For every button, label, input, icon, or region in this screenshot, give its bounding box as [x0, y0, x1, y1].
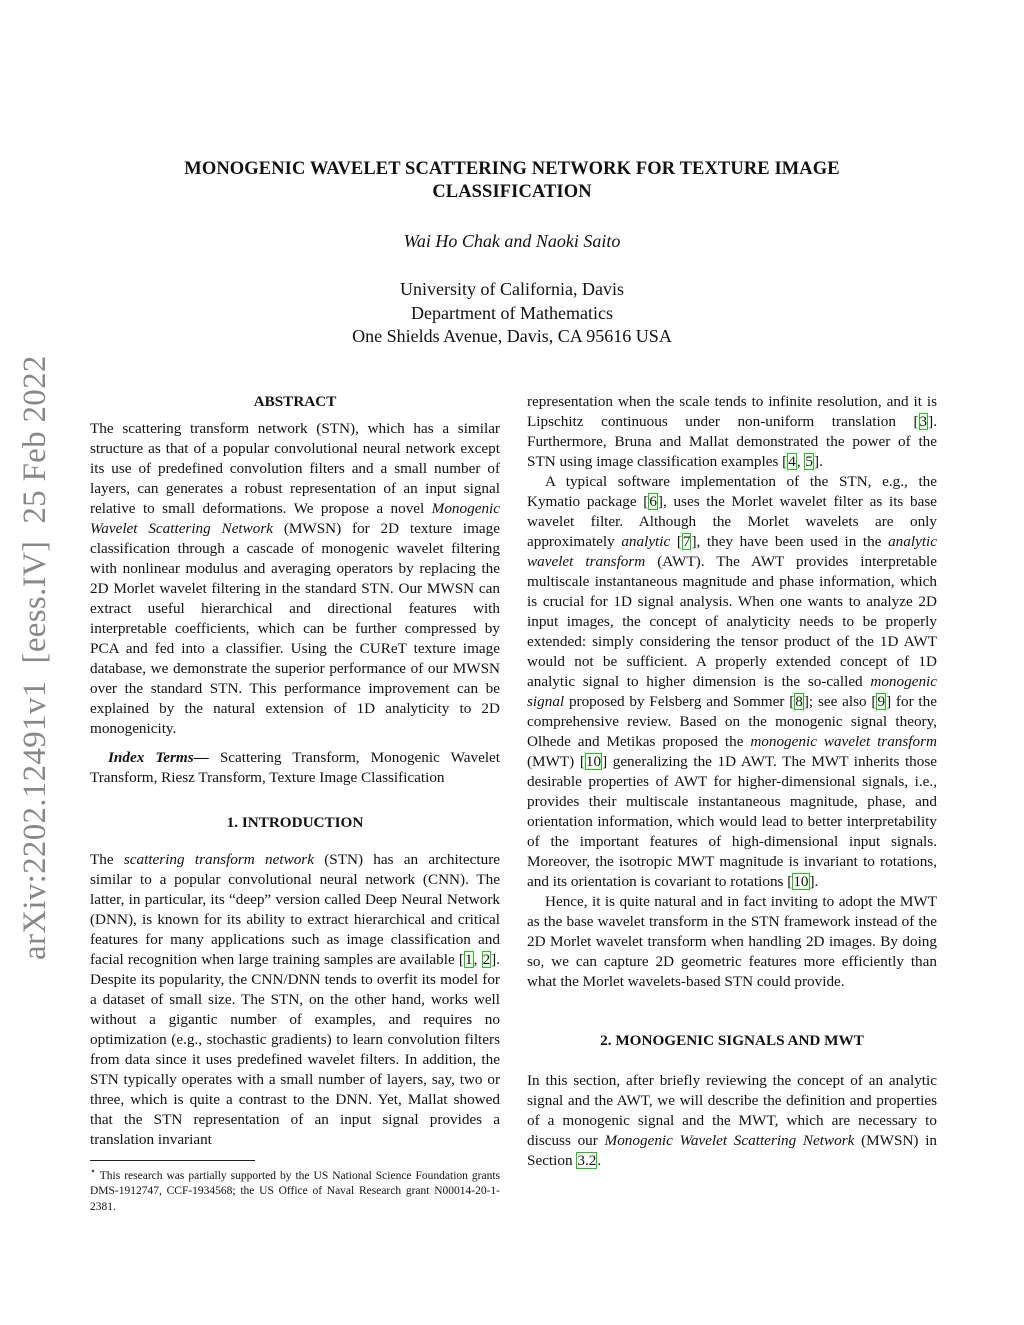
- r1-text-d: ].: [814, 453, 823, 470]
- affiliation-department: Department of Mathematics: [411, 302, 613, 323]
- abstract-heading: ABSTRACT: [253, 393, 337, 410]
- affiliation-block: [0, 278, 1024, 349]
- right-paragraph-3: Hence, it is quite natural and in fact inviting to adopt the MWT as the base wavelet transform in the STN framework instead of the 2D Morlet wavelet transform when handling 2D images. By doing so, we can capture 2D geometric features more efficiently than what the Morlet wavelets-based STN could provide.: [527, 893, 937, 990]
- title-line-1: MONOGENIC WAVELET SCATTERING NETWORK FOR TEXTURE IMAGE: [184, 159, 840, 179]
- intro-text-d: ]. Despite its popularity, the CNN/DNN tends to overfit its model for a dataset of small size. The STN, on the other hand, works well without a gigantic number of examples, and requires no optimization (e.g., stochastic gradients) to learn convolution filters from data since it uses predefined wavelet filters. In addition, the STN typically operates with a small number of layers, say, two or three, which is quite a contrast to the DNN. Yet, Mallat showed that the STN representation of an input signal provides a translation invariant: [90, 951, 501, 1148]
- citation-link[interactable]: 3: [919, 413, 928, 430]
- r2-emphasis-3: monogenic signal: [527, 673, 937, 710]
- index-terms-text: Scattering Transform, Monogenic Wavelet Transform, Riesz Transform, Texture Image Classification: [90, 749, 500, 786]
- r2-text-a: A typical software implementation of the STN, e.g., the Kymatio package [: [527, 473, 937, 510]
- intro-paragraph: [90, 850, 500, 1150]
- intro-emphasis: scattering transform network: [123, 851, 314, 868]
- footnote-rule: [90, 1160, 255, 1161]
- r2-text-d: ], they have been used in the: [691, 533, 889, 550]
- abstract-text-1: The scattering transform network (STN), which has a similar structure as that of a popular convolutional neural network except its use of predefined convolution filters and a small number of layers, can generates a robust representation of an input signal relative to small deformations. We propose a novel: [90, 420, 500, 517]
- r2-text-f: proposed by Felsberg and Sommer [: [564, 693, 795, 710]
- citation-link[interactable]: 10: [793, 873, 809, 890]
- author-names: Wai Ho Chak and Naoki Saito: [403, 231, 621, 251]
- left-column: [90, 392, 500, 1150]
- footnote-mark: ⋆: [90, 1166, 96, 1177]
- abstract-text-2: (MWSN) for 2D texture image classification through a cascade of monogenic wavelet filtering with nonlinear modulus and averaging operators by replacing the 2D Morlet wavelet filtering in the standard STN. Our MWSN can extract useful hierarchical and directional features with interpretable coefficients, which can be further compressed by PCA and fed into a classifier. Using the CUReT texture image database, we demonstrate the superior performance of our MWSN over the standard STN. This performance improvement can be explained by the natural extension of 1D analyticity to 2D monogenicity.: [90, 520, 500, 737]
- r1-text-c: ,: [796, 453, 805, 470]
- citation-link[interactable]: 7: [682, 533, 691, 550]
- section-ref-link[interactable]: 3.2: [577, 1152, 597, 1169]
- r1-text-b: ]. Furthermore, Bruna and Mallat demonstrated the power of the STN using image classification examples [: [527, 413, 937, 470]
- citation-link[interactable]: 4: [788, 453, 796, 470]
- affiliation-university: University of California, Davis: [400, 279, 624, 299]
- s2-text-b: (MWSN) in Section: [527, 1132, 938, 1169]
- affiliation-address: One Shields Avenue, Davis, CA 95616 USA: [352, 326, 672, 346]
- index-terms: [90, 748, 500, 788]
- intro-text-a: The: [90, 851, 124, 868]
- citation-link[interactable]: 2: [482, 951, 491, 968]
- citation-link[interactable]: 8: [795, 693, 803, 710]
- right-paragraph-2: [527, 472, 937, 892]
- citation-link[interactable]: 10: [585, 753, 602, 770]
- s2-text-a: In this section, after briefly reviewing the concept of an analytic signal and the AWT, we will describe the definition and properties of a monogenic signal and the MWT, which are necessary to discuss our: [527, 1072, 937, 1149]
- r1-text-a: representation when the scale tends to infinite resolution, and it is Lipschitz continuous under non-uniform translation [: [527, 393, 937, 430]
- right-paragraph-1: [527, 392, 937, 472]
- r2-text-g: ]; see also [: [803, 693, 877, 710]
- citation-link[interactable]: 6: [649, 493, 657, 510]
- index-terms-label: Index Terms—: [108, 749, 209, 766]
- r2-text-e: (AWT). The AWT provides interpretable multiscale instantaneous magnitude and phase information, which is crucial for 1D signal analysis. When one wants to analyze 2D input images, the concept of analyticity needs to be properly extended: simply considering the tensor product of the 1D AWT would not be sufficient. A properly extended concept of 1D analytic signal to higher dimension is the so-called: [527, 553, 938, 690]
- r2-emphasis-1: analytic: [621, 533, 671, 550]
- citation-link[interactable]: 1: [464, 951, 473, 968]
- title-line-2: CLASSIFICATION: [432, 182, 592, 202]
- r2-emphasis-4: monogenic wavelet transform: [750, 733, 937, 750]
- s2-text-c: .: [597, 1152, 602, 1169]
- section-2-paragraph: [527, 1071, 937, 1171]
- abstract-emphasis: Monogenic Wavelet Scattering Network: [90, 500, 500, 537]
- footnote: [90, 1164, 500, 1215]
- footnote-text: This research was partially supported by the US National Science Foundation grants DMS-1912747, CCF-1934568; the US Office of Naval Research grant N00014-20-1-2381.: [90, 1169, 500, 1213]
- r2-text-k: ].: [809, 873, 819, 890]
- r2-emphasis-2: analytic wavelet transform: [527, 533, 937, 570]
- intro-text-b: (STN) has an architecture similar to a popular convolutional neural network (CNN). The latter, in particular, its “deep” version called Deep Neural Network (DNN), is known for its ability to extract hierarchical and critical features for many applications such as image classification and facial recognition when large training samples are available [: [90, 851, 500, 968]
- r2-text-h: ] for the comprehensive review. Based on the monogenic signal theory, Olhede and Metikas proposed the: [527, 693, 937, 750]
- intro-text-c: ,: [473, 951, 482, 968]
- abstract-paragraph: [90, 419, 500, 739]
- section-2-heading: 2. MONOGENIC SIGNALS AND MWT: [600, 1032, 864, 1049]
- paper-title: [110, 158, 914, 204]
- r2-text-b: ], uses the Morlet wavelet filter as its base wavelet filter. Although the Morlet wavelets are only approximately: [527, 493, 938, 550]
- s2-emphasis: Monogenic Wavelet Scattering Network: [604, 1132, 855, 1149]
- citation-link[interactable]: 9: [877, 693, 886, 710]
- r2-text-j: ] generalizing the 1D AWT. The MWT inherits those desirable properties of AWT for higher-dimensional signals, i.e., provides their multiscale instantaneous magnitude, phase, and orientation information, which would lead to better interpretability of the important features of high-dimensional input signals. Moreover, the isotropic MWT magnitude is invariant to rotations, and its orientation is covariant to rotations [: [527, 753, 937, 890]
- right-column: [527, 392, 937, 1171]
- citation-link[interactable]: 5: [805, 453, 814, 470]
- r2-text-c: [: [670, 533, 682, 550]
- r2-text-i: (MWT) [: [527, 753, 585, 770]
- section-1-heading: 1. INTRODUCTION: [226, 814, 364, 831]
- arxiv-stamp: arXiv:2202.12491v1 [eess.IV] 25 Feb 2022: [17, 355, 53, 960]
